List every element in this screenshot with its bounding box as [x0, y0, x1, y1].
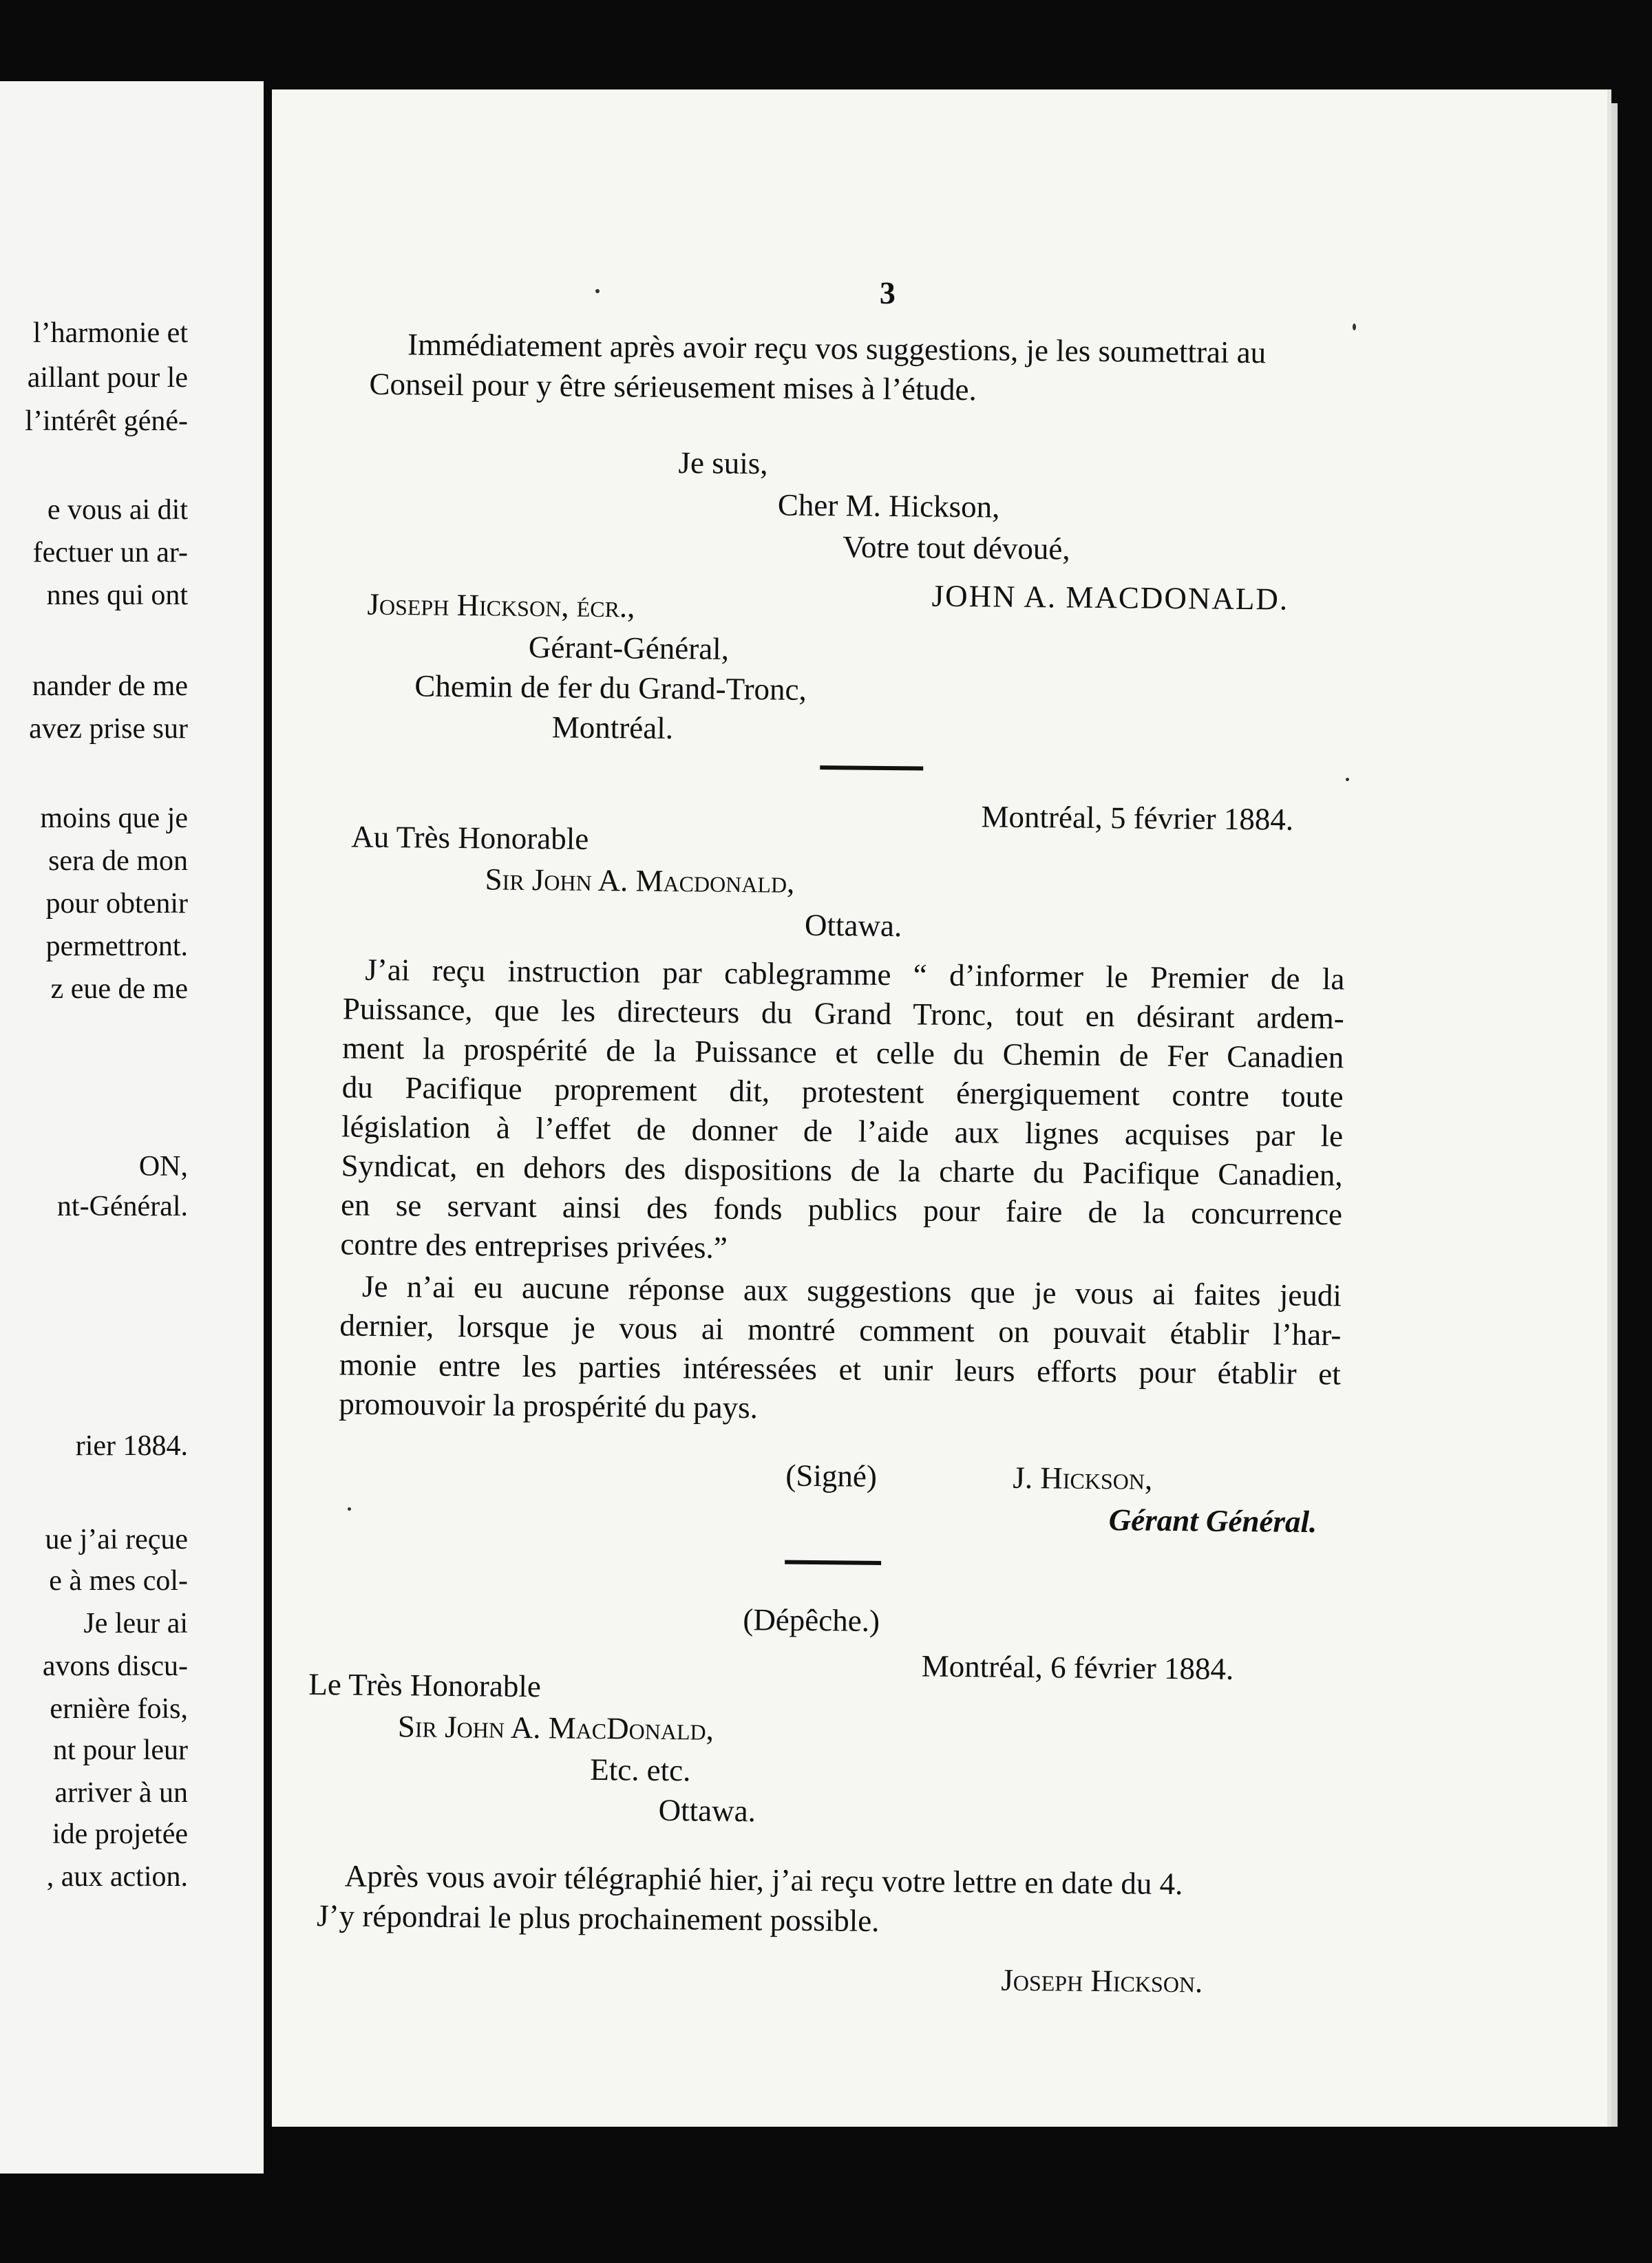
- scan-speck: [1346, 778, 1349, 781]
- letter1-body-line: Immédiatement après avoir reçu vos suggestions, je les soumettrai au: [407, 327, 1267, 370]
- letter2-para1-line: contre des entreprises privées.”: [340, 1226, 728, 1265]
- letter3-to-line3: Etc. etc.: [590, 1752, 691, 1788]
- letter3-signature: Joseph Hickson.: [1001, 1962, 1203, 1999]
- letter2-paragraph1: [340, 950, 1344, 1273]
- left-page-line: l’intérêt géné-: [25, 405, 188, 437]
- letter2-to-line1: Au Très Honorable: [351, 819, 589, 856]
- letter2-para2-line: Je n’ai eu aucune réponse aux suggestions que je vous ai faites jeudi: [361, 1268, 1342, 1313]
- scan-speck: [1353, 323, 1356, 330]
- letter1-body-line: Conseil pour y être sérieusement mises à l’étude.: [369, 366, 977, 407]
- letter2-para1-line: du Pacifique proprement dit, protestent énergiquement contre toute: [341, 1070, 1344, 1114]
- left-page-line: pour obtenir: [45, 888, 188, 920]
- left-page-line: moins que je: [40, 803, 188, 834]
- left-page-line: , aux action.: [46, 1861, 188, 1893]
- letter3-to-line4: Ottawa.: [658, 1792, 756, 1829]
- letter3-to-line2: Sir John A. MacDonald,: [397, 1709, 714, 1747]
- left-page-line: z eue de me: [50, 973, 188, 1005]
- left-page-line: ON,: [138, 1151, 188, 1182]
- letter1-signature: JOHN A. MACDONALD.: [931, 578, 1289, 617]
- letter1-addressee-title: Gérant-Général,: [528, 630, 730, 666]
- letter2-to-line2: Sir John A. Macdonald,: [485, 862, 795, 900]
- section-rule: [785, 1560, 881, 1565]
- scan-speck: [348, 1507, 351, 1511]
- left-page-fragment: [0, 81, 264, 2174]
- letter2-place-date: Montréal, 5 février 1884.: [981, 799, 1294, 837]
- letter2-sign-title: Gérant Général.: [1108, 1502, 1317, 1540]
- letter2-para1-line: législation à l’effet de donner de l’aide aux lignes acquises par le: [341, 1109, 1344, 1154]
- letter2-para2-line: dernier, lorsque je vous ai montré comment on pouvait établir l’har-: [339, 1308, 1342, 1352]
- letter3-body-line: J’y répondrai le plus prochainement possible.: [316, 1898, 880, 1938]
- main-page-content: [256, 85, 1611, 2135]
- letter2-to-line3: Ottawa.: [804, 907, 902, 944]
- left-page-line: aillant pour le: [27, 362, 188, 394]
- main-page: [272, 89, 1607, 2127]
- section-rule: [820, 765, 923, 770]
- letter2-para1-line: J’ai reçu instruction par cablegramme “ d’informer le Premier de la: [365, 952, 1345, 997]
- letter2-para2-line: promouvoir la prospérité du pays.: [339, 1386, 759, 1425]
- left-page-line: fectuer un ar-: [32, 537, 188, 569]
- left-page-line: l’harmonie et: [32, 317, 188, 349]
- letter1-salutation: Cher M. Hickson,: [777, 487, 1000, 524]
- letter3-heading: (Dépêche.): [743, 1602, 880, 1638]
- left-page-line: nt pour leur: [53, 1734, 188, 1766]
- letter1-addressee-company: Chemin de fer du Grand-Tronc,: [414, 668, 807, 707]
- letter2-paragraph2: [339, 1266, 1342, 1433]
- letter3-place-date: Montréal, 6 février 1884.: [921, 1648, 1234, 1686]
- left-page-line: rier 1884.: [75, 1430, 188, 1462]
- letter3-body-line: Après vous avoir télégraphié hier, j’ai reçu votre lettre en date du 4.: [344, 1858, 1183, 1902]
- scan-speck: [595, 289, 600, 293]
- letter3-to-line1: Le Très Honorable: [308, 1667, 542, 1704]
- page-number: 3: [879, 275, 896, 311]
- letter1-addressee-city: Montréal.: [551, 710, 674, 746]
- left-page-line: permettront.: [45, 931, 188, 962]
- letter2-signature: J. Hickson,: [1013, 1460, 1153, 1496]
- left-page-line: sera de mon: [48, 845, 188, 877]
- letter2-para1-line: Puissance, que les directeurs du Grand Tronc, tout en désirant ardem-: [342, 991, 1345, 1036]
- letter2-para2-line: monie entre les parties intéressées et unir leurs efforts pour établir et: [339, 1347, 1342, 1392]
- left-page-line: ide projetée: [52, 1818, 188, 1850]
- letter2-signed: (Signé): [785, 1458, 878, 1494]
- left-page-line: arriver à un: [54, 1777, 188, 1809]
- left-page-line: nander de me: [32, 670, 188, 702]
- letter2-para1-line: en se servant ainsi des fonds publics pour faire de la concurrence: [340, 1187, 1343, 1232]
- left-page-line: nt-Général.: [56, 1191, 188, 1222]
- left-page-line: Je leur ai: [83, 1608, 188, 1639]
- letter2-para1-line: ment la prospérité de la Puissance et celle du Chemin de Fer Canadien: [342, 1030, 1344, 1075]
- left-page-line: avons discu-: [42, 1650, 188, 1682]
- left-page-line: e vous ai dit: [47, 494, 188, 526]
- letter1-addressee-name: Joseph Hickson, écr.,: [367, 586, 635, 624]
- left-page-line: ue j’ai reçue: [45, 1524, 188, 1555]
- left-page-line: e à mes col-: [49, 1565, 188, 1597]
- left-page-line: nnes qui ont: [46, 580, 188, 611]
- left-page-line: avez prise sur: [29, 713, 188, 745]
- left-page-line: ernière fois,: [50, 1693, 188, 1725]
- letter2-para1-line: Syndicat, en dehors des dispositions de la charte du Pacifique Canadien,: [341, 1148, 1343, 1193]
- letter1-devotion: Votre tout dévoué,: [843, 529, 1070, 566]
- letter1-closing: Je suis,: [678, 445, 768, 481]
